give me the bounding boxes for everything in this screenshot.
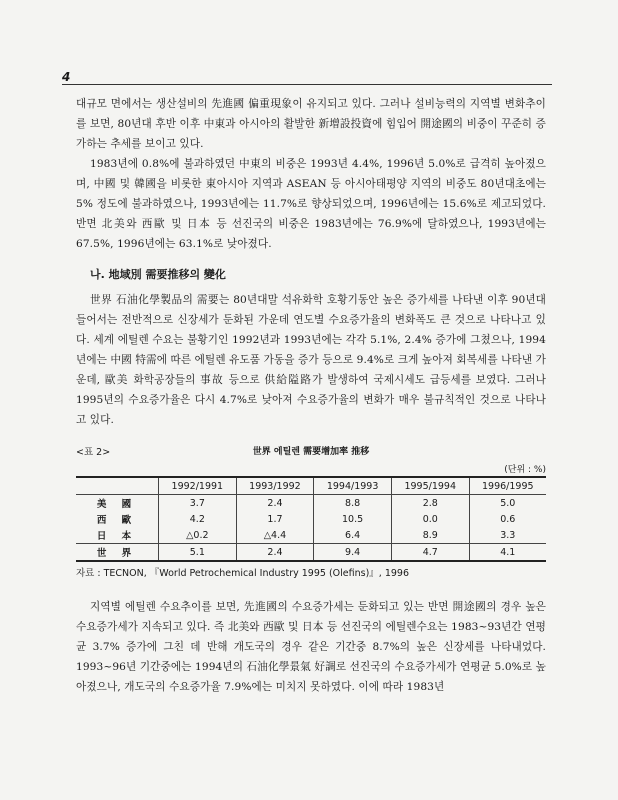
page-number: 4 [62,70,71,84]
paragraph-2: 1983년에 0.8%에 불과하였던 中東의 비중은 1993년 4.4%, 1996년 5.0%로 급격히 높아졌으며, 中國 및 韓國을 비롯한 東아시아 지역과 ASEAN 등 아시아태평양 지역의 비중도 80년대초에는 5% 정도에 불과하였으나, 1993년에는 11.7%로 향상되었으며, 1996년에는 15.6%로 제고되었다. 반면 北美와 西歐 및 日本 등 선진국의 비중은 1983년에는 76.9%에 달하였으나, 1993년에는 67.5%, 1996년에는 63.1%로 낮아졌다. [76,158,546,250]
table-cell: △4.4 [236,527,314,544]
table-cell: △0.2 [159,527,237,544]
table-cell: 3.7 [159,495,237,512]
table-cell: 6.4 [314,527,392,544]
table-cell: 1.7 [236,511,314,527]
table-cell: 4.7 [391,544,469,562]
row-label: 日 本 [96,531,138,542]
table-row [76,527,546,544]
table-cell: 2.8 [391,495,469,512]
table-cell: 0.0 [391,511,469,527]
column-header [76,477,159,495]
table-cell: 5.0 [469,495,546,512]
table-cell: 5.1 [159,544,237,562]
paragraph-4: 지역별 에틸렌 수요추이를 보면, 先進國의 수요증가세는 둔화되고 있는 반면 開途國의 경우 높은 수요증가세가 지속되고 있다. 즉 北美와 西歐 및 日本 등 선진국의 에틸렌수요는 1983~93년간 연평균 3.7% 증가에 그친 데 반해 개도국의 경우 같은 기간중 8.7%의 높은 신장세를 나타내었다. 1993~96년 기간중에는 1994년의 石油化學景氣 好調로 선진국의 수요증가세가 연평균 5.0%로 높아졌으나, 개도국의 수요증가율 7.9%에는 미치지 못하였다. 이에 따라 1983년 [76,601,546,693]
table-header-row [76,477,546,495]
table-cell: 4.2 [159,511,237,527]
row-label: 世 界 [76,544,159,562]
table-total-row [76,544,546,562]
row-label: 西 歐 [96,515,138,526]
table-cell: 8.8 [314,495,392,512]
column-header: 1996/1995 [469,477,546,495]
table-cell: 10.5 [314,511,392,527]
header-rule [62,84,552,85]
table-cell: 2.4 [236,544,314,562]
table-cell: 4.1 [469,544,546,562]
table-cell: 9.4 [314,544,392,562]
table-label: <표 2> [76,447,111,458]
column-header: 1994/1993 [314,477,392,495]
table-title: 世界 에틸렌 需要增加率 推移 [252,447,370,457]
table-cell: 2.4 [236,495,314,512]
table-block [76,444,546,579]
column-header: 1993/1992 [236,477,314,495]
paragraph-3: 世界 石油化學製品의 需要는 80년대말 석유화학 호황기동안 높은 증가세를 나타낸 이후 90년대 들어서는 전반적으로 신장세가 둔화된 가운데 연도별 수요증가율의 변화폭도 큰 것으로 나타나고 있다. 세계 에틸렌 수요는 불황기인 1992년과 1993년에는 각각 5.1%, 2.4% 증가에 그쳤으나, 1994년에는 中國 特需에 따른 에틸렌 유도품 가동을 증가 등으로 9.4%로 크게 높아져 회복세를 나타낸 가운데, 歐美 화학공장들의 事故 등으로 供給隘路가 발생하여 국제시세도 급등세를 보였다. 그러나 1995년의 수요증가율은 다시 4.7%로 낮아져 수요증가율의 변화가 매우 불규칙적인 것으로 나타나고 있다. [76,294,546,426]
column-header: 1995/1994 [391,477,469,495]
demand-growth-table [76,476,546,562]
table-cell: 8.9 [391,527,469,544]
table-unit: (단위 : %) [504,465,546,475]
table-header [76,444,546,462]
table-row [76,511,546,527]
table-source: 자료 : TECNON, 『World Petrochemical Industry 1995 (Olefins)』, 1996 [76,568,409,579]
body-text [76,94,546,697]
table-cell: 0.6 [469,511,546,527]
row-label: 美 國 [96,499,138,510]
table-row [76,495,546,512]
column-header: 1992/1991 [159,477,237,495]
section-heading: 나. 地域別 需要推移의 變化 [90,268,226,281]
table-cell: 3.3 [469,527,546,544]
paragraph-1: 대규모 면에서는 생산설비의 先進國 偏重現象이 유지되고 있다. 그러나 설비능력의 지역별 변화추이를 보면, 80년대 후반 이후 中東과 아시아의 활발한 新增設投資에 힘입어 開途國의 비중이 꾸준히 증가하는 추세를 보이고 있다. [76,98,546,150]
